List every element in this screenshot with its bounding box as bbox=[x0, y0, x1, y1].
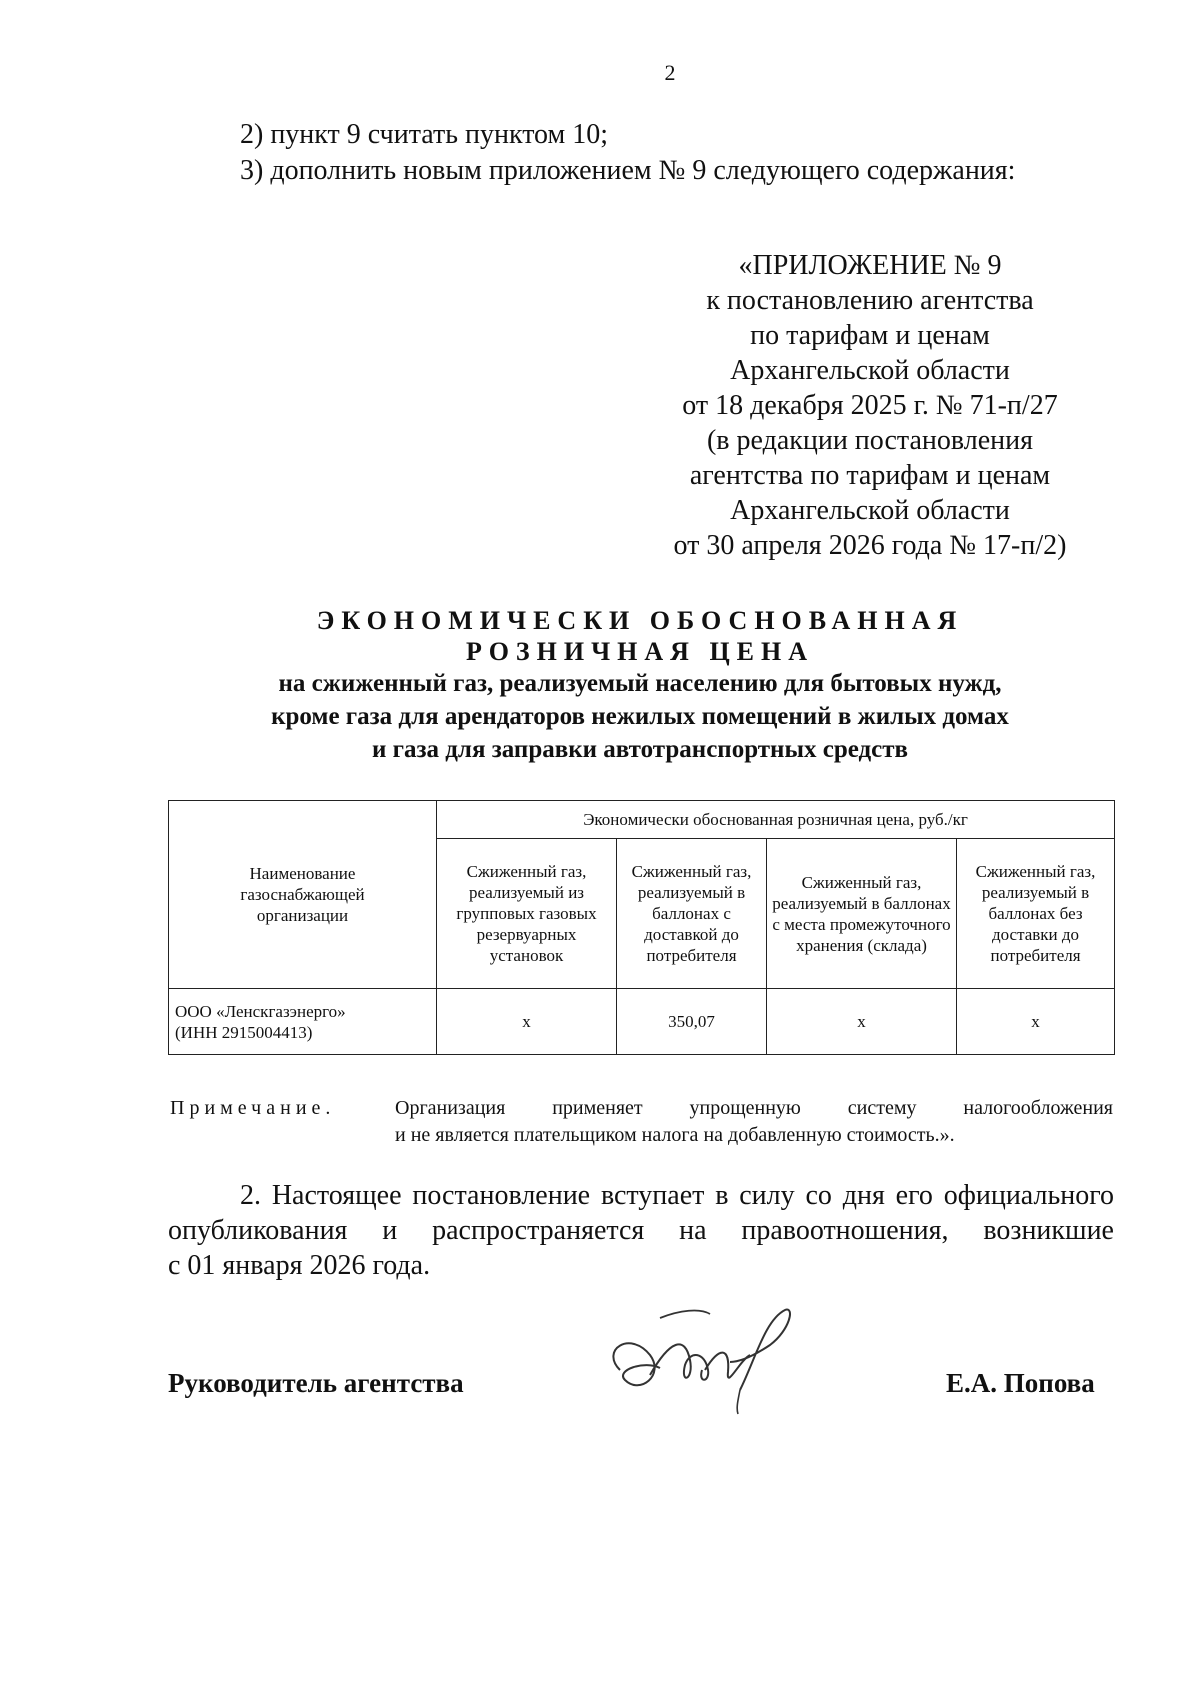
subtitle-line: кроме газа для арендаторов нежилых помещений в жилых домах bbox=[271, 703, 1009, 730]
paragraph-line: 2. Настоящее постановление вступает в силу со дня его официального bbox=[240, 1180, 1114, 1211]
paragraph-line: опубликования и распространяется на правоотношения, возникшие bbox=[168, 1215, 1114, 1246]
title-line: РОЗНИЧНАЯ ЦЕНА bbox=[465, 637, 815, 666]
annex-line: по тарифам и ценам bbox=[750, 320, 990, 351]
annex-line: от 18 декабря 2025 г. № 71-п/27 bbox=[682, 390, 1058, 421]
org-inn: (ИНН 2915004413) bbox=[175, 1022, 313, 1042]
column-header: Сжиженный газ, реализуемый в баллонах без доставки до потребителя bbox=[957, 839, 1115, 989]
table-row bbox=[169, 989, 1115, 1055]
annex-line: к постановлению агентства bbox=[706, 285, 1034, 316]
list-item: 2) пункт 9 считать пунктом 10; bbox=[240, 119, 609, 150]
note-label: Примечание. bbox=[170, 1097, 336, 1119]
value-cell: х bbox=[767, 989, 957, 1055]
handwritten-signature-icon bbox=[590, 1300, 810, 1420]
group-header-cell: Экономически обоснованная розничная цена, руб./кг bbox=[437, 801, 1115, 839]
signatory-position: Руководитель агентства bbox=[168, 1368, 464, 1398]
annex-line: «ПРИЛОЖЕНИЕ № 9 bbox=[738, 250, 1002, 281]
value-cell: х bbox=[437, 989, 617, 1055]
signatory-name: Е.А. Попова bbox=[946, 1368, 1095, 1398]
annex-line: Архангельской области bbox=[730, 495, 1010, 526]
title-line: ЭКОНОМИЧЕСКИ ОБОСНОВАННАЯ bbox=[316, 606, 964, 635]
annex-line: агентства по тарифам и ценам bbox=[689, 460, 1051, 491]
value-cell: 350,07 bbox=[617, 989, 767, 1055]
org-name: ООО «Ленскгазэнерго» bbox=[175, 1001, 346, 1021]
org-cell bbox=[169, 989, 437, 1055]
column-header: Сжиженный газ, реализуемый из групповых газовых резервуарных установок bbox=[437, 839, 617, 989]
page-number: 2 bbox=[664, 60, 676, 85]
annex-line: Архангельской области bbox=[730, 355, 1010, 386]
paragraph-line: с 01 января 2026 года. bbox=[168, 1250, 431, 1281]
list-item: 3) дополнить новым приложением № 9 следующего содержания: bbox=[240, 155, 1016, 186]
value-cell: х bbox=[957, 989, 1115, 1055]
annex-line: от 30 апреля 2026 года № 17-п/2) bbox=[673, 530, 1067, 561]
subtitle-line: и газа для заправки автотранспортных средств bbox=[371, 736, 909, 763]
column-header: Сжиженный газ, реализуемый в баллонах с места промежуточного хранения (склада) bbox=[767, 839, 957, 989]
effective-date-paragraph bbox=[168, 1178, 1114, 1283]
document-title bbox=[160, 605, 1120, 766]
note-text: Организация применяет упрощенную систему налогообложения bbox=[395, 1097, 1113, 1119]
price-table bbox=[168, 800, 1115, 1055]
annex-header bbox=[650, 248, 1090, 563]
org-header-cell: Наименование газоснабжающей организации bbox=[169, 801, 437, 989]
subtitle-line: на сжиженный газ, реализуемый населению для бытовых нужд, bbox=[278, 670, 1002, 697]
note-text: и не является плательщиком налога на добавленную стоимость.». bbox=[395, 1124, 955, 1146]
column-header: Сжиженный газ, реализуемый в баллонах с доставкой до потребителя bbox=[617, 839, 767, 989]
annex-line: (в редакции постановления bbox=[706, 425, 1034, 456]
